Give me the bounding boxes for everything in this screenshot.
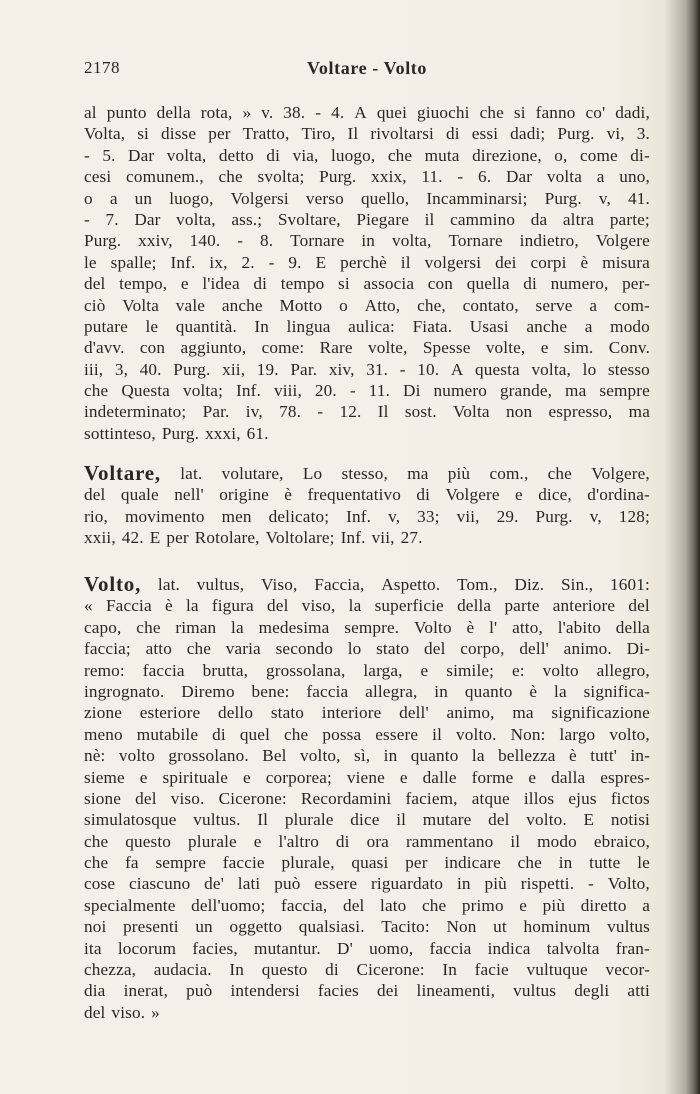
text-line: al punto della rota, » v. 38. - 4. A quei giuochi che si fanno co' dadi, bbox=[84, 103, 650, 122]
text-line: sione del viso. Cicerone: Recordamini faciem, atque illos ejus fictos bbox=[84, 788, 650, 808]
text-line: cesi comunem., che svolta; Purg. xxix, 11. - 6. Dar volta a uno, bbox=[84, 167, 650, 187]
text-line: ingrognato. Diremo bene: faccia allegra, in quanto è la significa- bbox=[84, 681, 650, 701]
entry-voltare bbox=[84, 463, 650, 549]
text-line: Volta, si disse per Tratto, Tiro, Il rivoltarsi di essi dadi; Purg. vi, 3. bbox=[84, 124, 650, 144]
text-line: Purg. xxiv, 140. - 8. Tornare in volta, Tornare indietro, Volgere bbox=[84, 231, 650, 251]
text-line: ita locorum facies, mutantur. D' uomo, faccia indica talvolta fran- bbox=[84, 938, 650, 958]
text-line: chezza, audacia. In questo di Cicerone: In facie vultuque vecor- bbox=[84, 960, 650, 980]
text-line: simulatosque vultus. Il plurale dice il mutare del volto. E notisi bbox=[84, 810, 650, 830]
text-line: d'avv. con aggiunto, come: Rare volte, Spesse volte, e sim. Conv. bbox=[84, 338, 650, 358]
running-head: Voltare - Volto bbox=[306, 58, 427, 78]
page-header bbox=[84, 58, 650, 88]
text-line: meno mutabile di quel che possa essere il volto. Non: largo volto, bbox=[84, 724, 650, 744]
text-line: putare le quantità. In lingua aulica: Fiata. Usasi anche a modo bbox=[84, 316, 650, 336]
text-line: noi presenti un oggetto qualsiasi. Tacito: Non ut hominum vultus bbox=[84, 917, 650, 937]
text-line: o a un luogo, Volgersi verso quello, Incamminarsi; Purg. v, 41. bbox=[84, 188, 650, 208]
text-line: xxii, 42. E per Rotolare, Voltolare; Inf. vii, 27. bbox=[84, 528, 423, 548]
text-line: Voltare, lat. volutare, Lo stesso, ma più com., che Volgere, bbox=[84, 461, 650, 485]
text-line: del quale nell' origine è frequentativo di Volgere e dice, d'ordina- bbox=[84, 485, 650, 505]
paragraph-volta-continued bbox=[84, 102, 650, 444]
text-line: ciò Volta vale anche Motto o Atto, che, contato, serve a com- bbox=[84, 295, 650, 315]
text-line: nè: volto grossolano. Bel volto, sì, in quanto la bellezza è tutt' in- bbox=[84, 746, 650, 766]
text-line: specialmente dell'uomo; faccia, del lato che primo e più diretto a bbox=[84, 895, 650, 915]
text-line: zione esteriore dello stato interiore dell' animo, ma significazione bbox=[84, 703, 650, 723]
text-line: iii, 3, 40. Purg. xii, 19. Par. xiv, 31. - 10. A questa volta, lo stesso bbox=[84, 359, 650, 379]
text-line: capo, che riman la medesima sempre. Volto è l' atto, l'abito della bbox=[84, 617, 650, 637]
text-line: faccia; atto che varia secondo lo stato del corpo, dell' animo. Di- bbox=[84, 639, 650, 659]
text-line: - 5. Dar volta, detto di via, luogo, che muta direzione, o, come di- bbox=[84, 145, 650, 165]
page-edge-shadow bbox=[686, 0, 700, 1094]
text-line: del tempo, e l'idea di tempo si associa con quella di numero, per- bbox=[84, 274, 650, 294]
entry-volto bbox=[84, 574, 650, 1023]
text-line: cose ciascuno de' lati può essere riguardato in più rispetti. - Volto, bbox=[84, 874, 650, 894]
text-line: Volto, lat. vultus, Viso, Faccia, Aspetto. Tom., Diz. Sin., 1601: bbox=[84, 572, 650, 596]
text-line: che questo plurale e l'altro di ora rammentano il modo ebraico, bbox=[84, 831, 650, 851]
text-line: del viso. » bbox=[84, 1002, 160, 1022]
text-line: - 7. Dar volta, ass.; Svoltare, Piegare il cammino da altra parte; bbox=[84, 209, 650, 229]
text-line: dia inerat, può intendersi facies dei lineamenti, vultus degli atti bbox=[84, 981, 650, 1001]
text-line: indeterminato; Par. iv, 78. - 12. Il sost. Volta non espresso, ma bbox=[84, 402, 650, 422]
text-line: sottinteso, Purg. xxxi, 61. bbox=[84, 423, 269, 443]
text-line: che fa sempre faccie plurale, quasi per indicare che in tutte le bbox=[84, 853, 650, 873]
text-line: « Faccia è la figura del viso, la superficie della parte anteriore del bbox=[84, 596, 650, 616]
text-line: sieme e spirituale e corporea; viene e dalle forme e dalla espres- bbox=[84, 767, 650, 787]
text-line: le spalle; Inf. ix, 2. - 9. E perchè il volgersi dei corpi è misura bbox=[84, 252, 650, 272]
text-line: remo: faccia brutta, grossolana, larga, e simile; e: volto allegro, bbox=[84, 660, 650, 680]
text-line: che Questa volta; Inf. viii, 20. - 11. Di numero grande, ma sempre bbox=[84, 381, 650, 401]
page-number: 2178 bbox=[84, 58, 120, 77]
text-line: rio, movimento men delicato; Inf. v, 33; vii, 29. Purg. v, 128; bbox=[84, 506, 650, 526]
